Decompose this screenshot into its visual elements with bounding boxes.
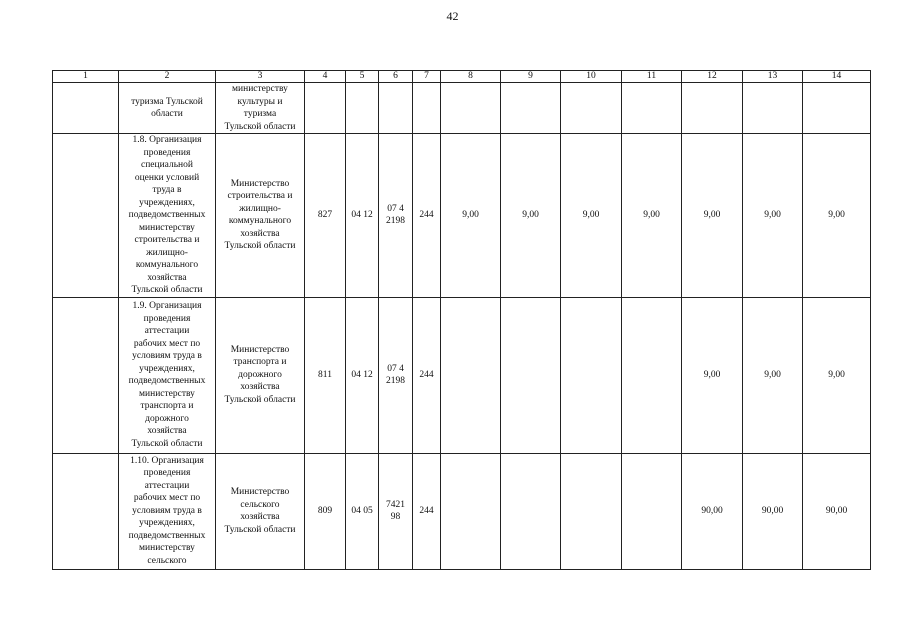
cell-event-name: туризма Тульской области: [119, 83, 216, 134]
column-header: 10: [561, 71, 622, 83]
column-header: 3: [216, 71, 305, 83]
cell-vr: 244: [413, 453, 441, 569]
cell-amount: 9,00: [441, 134, 501, 298]
column-header: 5: [346, 71, 379, 83]
cell-amount: 9,00: [682, 134, 743, 298]
cell-rzpr: 04 05: [346, 453, 379, 569]
cell-amount: [501, 83, 561, 134]
column-header: 1: [53, 71, 119, 83]
table-row: [53, 297, 871, 453]
cell-amount: [501, 297, 561, 453]
cell-amount: 90,00: [682, 453, 743, 569]
column-header: 14: [803, 71, 871, 83]
cell-grbs: 827: [305, 134, 346, 298]
cell-col1: [53, 134, 119, 298]
cell-rzpr: 04 12: [346, 297, 379, 453]
column-header: 13: [743, 71, 803, 83]
cell-amount: [441, 297, 501, 453]
cell-grbs: 811: [305, 297, 346, 453]
cell-amount: [622, 297, 682, 453]
table-row: [53, 134, 871, 298]
table-row: [53, 453, 871, 569]
cell-amount: [743, 83, 803, 134]
cell-amount: [561, 83, 622, 134]
cell-amount: 90,00: [743, 453, 803, 569]
cell-col1: [53, 453, 119, 569]
cell-col1: [53, 83, 119, 134]
cell-amount: 9,00: [803, 297, 871, 453]
column-header: 2: [119, 71, 216, 83]
cell-amount: [441, 453, 501, 569]
cell-amount: 9,00: [803, 134, 871, 298]
column-number-row: [53, 71, 871, 83]
column-header: 8: [441, 71, 501, 83]
cell-grbs: [305, 83, 346, 134]
cell-amount: 9,00: [743, 134, 803, 298]
cell-grbs: 809: [305, 453, 346, 569]
cell-event-name: 1.10. Организация проведения аттестации рабочих мест по условиям труда в учреждениях, подведомственных министерству сельского: [119, 453, 216, 569]
column-header: 7: [413, 71, 441, 83]
cell-executor: Министерство строительства и жилищно- коммунального хозяйства Тульской области: [216, 134, 305, 298]
cell-executor: министерству культуры и туризма Тульской области: [216, 83, 305, 134]
cell-event-name: 1.8. Организация проведения специальной оценки условий труда в учреждениях, подведомственных министерству строительства и жилищно- коммунального хозяйства Тульской области: [119, 134, 216, 298]
cell-amount: [561, 453, 622, 569]
page-number: 42: [446, 9, 459, 23]
cell-amount: 9,00: [501, 134, 561, 298]
cell-amount: 9,00: [561, 134, 622, 298]
cell-executor: Министерство транспорта и дорожного хозяйства Тульской области: [216, 297, 305, 453]
cell-amount: 90,00: [803, 453, 871, 569]
column-header: 12: [682, 71, 743, 83]
cell-csr: 07 4 2198: [379, 134, 413, 298]
cell-amount: [622, 453, 682, 569]
cell-amount: [441, 83, 501, 134]
cell-event-name: 1.9. Организация проведения аттестации рабочих мест по условиям труда в учреждениях, подведомственных министерству транспорта и дорожного хозяйства Тульской области: [119, 297, 216, 453]
column-header: 6: [379, 71, 413, 83]
cell-amount: [682, 83, 743, 134]
cell-vr: 244: [413, 134, 441, 298]
budget-table: [52, 70, 871, 570]
cell-rzpr: [346, 83, 379, 134]
cell-vr: 244: [413, 297, 441, 453]
cell-csr: 7421 98: [379, 453, 413, 569]
cell-amount: 9,00: [622, 134, 682, 298]
cell-amount: 9,00: [743, 297, 803, 453]
cell-rzpr: 04 12: [346, 134, 379, 298]
column-header: 11: [622, 71, 682, 83]
cell-amount: [501, 453, 561, 569]
column-header: 9: [501, 71, 561, 83]
cell-amount: 9,00: [682, 297, 743, 453]
column-header: 4: [305, 71, 346, 83]
cell-csr: 07 4 2198: [379, 297, 413, 453]
cell-col1: [53, 297, 119, 453]
cell-csr: [379, 83, 413, 134]
table-row: [53, 83, 871, 134]
cell-amount: [561, 297, 622, 453]
cell-vr: [413, 83, 441, 134]
cell-amount: [803, 83, 871, 134]
cell-amount: [622, 83, 682, 134]
cell-executor: Министерство сельского хозяйства Тульской области: [216, 453, 305, 569]
